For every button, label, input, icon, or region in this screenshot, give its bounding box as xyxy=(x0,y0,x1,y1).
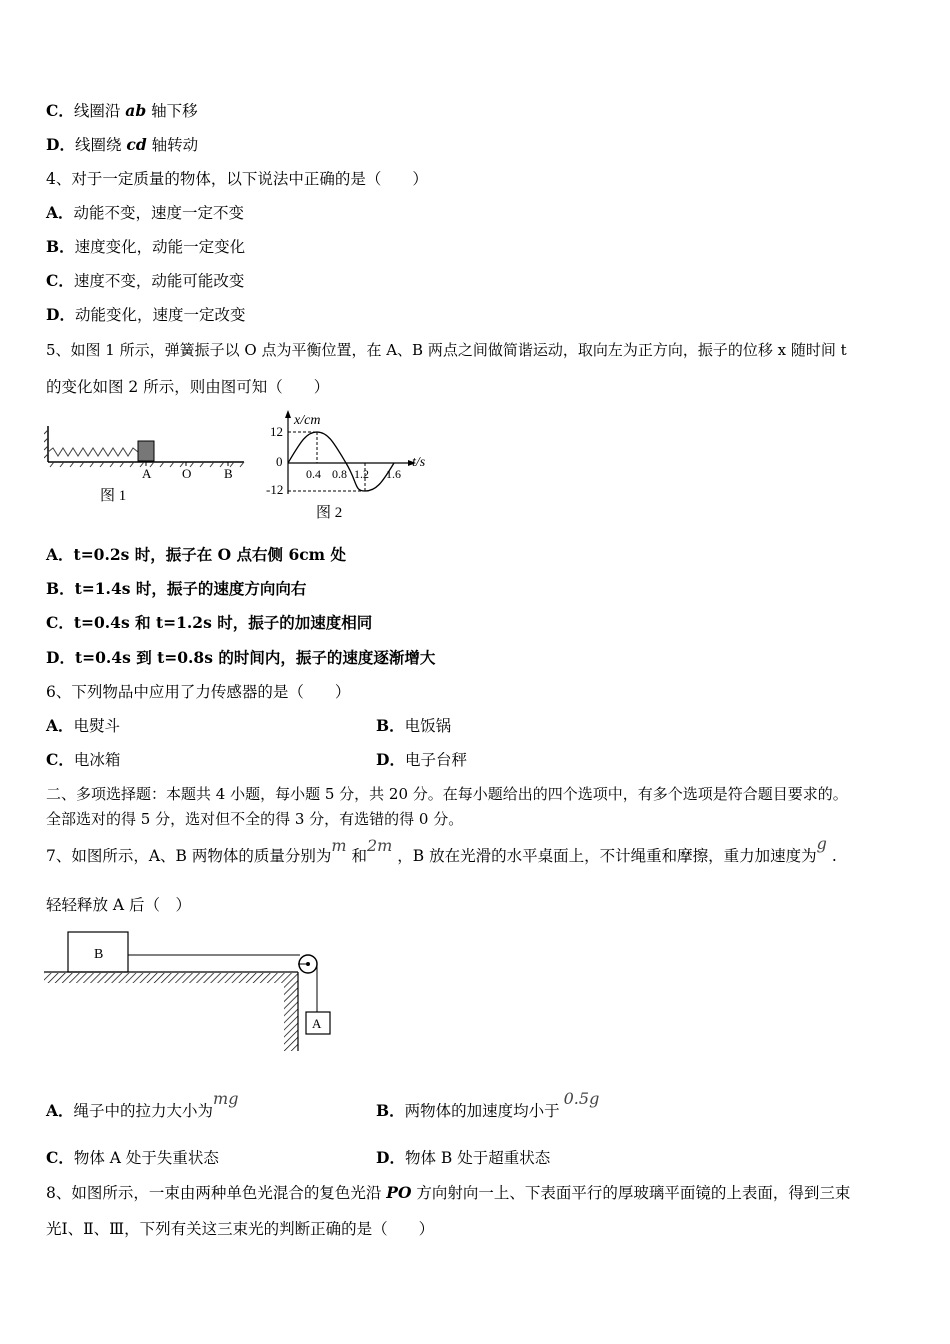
fig2-ytick-12: 12 xyxy=(270,424,283,439)
q3-option-c: C．线圈沿 ab 轴下移 xyxy=(46,101,198,120)
q5-stem-line1: 5、如图 1 所示，弹簧振子以 O 点为平衡位置，在 A、B 两点之间做简谐运动，取向左为正方向，振子的位移 x 随时间 t xyxy=(46,341,847,359)
fig2-xtick-0.4: 0.4 xyxy=(306,467,321,481)
fig2-origin: 0 xyxy=(276,454,283,469)
fig1-caption: 图 1 xyxy=(100,488,127,504)
q5-option-c: C．t=0.4s 和 t=1.2s 时，振子的加速度相同 xyxy=(46,613,373,632)
q4-option-c: C．速度不变，动能可能改变 xyxy=(46,271,245,290)
fig2-xtick-1.2: 1.2 xyxy=(354,467,369,481)
q4-option-d: D．动能变化，速度一定改变 xyxy=(46,305,246,324)
q6-option-b: B．电饭锅 xyxy=(376,716,452,735)
q5-option-b: B．t=1.4s 时，振子的速度方向向右 xyxy=(46,579,307,598)
q6-stem: 6、下列物品中应用了力传感器的是（ ） xyxy=(46,683,351,701)
fig1-label-b: B xyxy=(224,466,233,481)
q7-option-a: A．绳子中的拉力大小为mg xyxy=(46,1089,239,1120)
q5-option-d: D．t=0.4s 到 t=0.8s 的时间内，振子的速度逐渐增大 xyxy=(46,648,436,667)
section2-line1: 二、多项选择题：本题共 4 小题，每小题 5 分，共 20 分。在每小题给出的四个选项中，有多个选项是符合题目要求的。 xyxy=(46,785,848,803)
spring xyxy=(48,448,138,456)
q7-option-d: D．物体 B 处于超重状态 xyxy=(376,1148,551,1167)
q8-stem-line2: 光Ⅰ、Ⅱ、Ⅲ，下列有关这三束光的判断正确的是（ ） xyxy=(46,1220,435,1238)
q7-option-b: B．两物体的加速度均小于0.5g xyxy=(376,1089,600,1120)
q5-figure-2 xyxy=(262,408,442,523)
fig2-ytick-neg12: -12 xyxy=(266,482,284,497)
q7-figure xyxy=(44,930,344,1055)
q7-option-c: C．物体 A 处于失重状态 xyxy=(46,1148,219,1167)
q6-option-c: C．电冰箱 xyxy=(46,750,121,769)
q4-option-b: B．速度变化，动能一定变化 xyxy=(46,237,246,256)
fig1-label-o: O xyxy=(182,466,192,481)
fig2-x-label: t/s xyxy=(412,455,426,470)
q5-figure-1 xyxy=(44,422,254,507)
q5-stem-line2: 的变化如图 2 所示，则由图可知（ ） xyxy=(46,378,330,396)
q7-stem-line2: 轻轻释放 A 后（ ） xyxy=(46,896,192,914)
q3-option-d: D．线圈绕 cd 轴转动 xyxy=(46,135,199,154)
q8-stem-line1: 8、如图所示，一束由两种单色光混合的复色光沿 PO 方向射向一上、下表面平行的厚玻璃平面镜的上表面，得到三束 xyxy=(46,1183,851,1202)
fig2-xtick-1.6: 1.6 xyxy=(386,467,401,481)
oscillator-block xyxy=(138,441,154,461)
fig2-y-label: x/cm xyxy=(294,413,321,428)
q7-stem-line1: 7、如图所示，A、B 两物体的质量分别为m 和2m ，B 放在光滑的水平桌面上，不计绳重和摩擦，重力加速度为g . xyxy=(46,834,837,865)
q4-stem: 4、对于一定质量的物体，以下说法中正确的是（ ） xyxy=(46,170,428,188)
fig2-sine-curve xyxy=(288,432,394,491)
fig2-xtick-0.8: 0.8 xyxy=(332,467,347,481)
fig1-label-a: A xyxy=(142,466,152,481)
q5-option-a: A．t=0.2s 时，振子在 O 点右侧 6cm 处 xyxy=(46,545,346,564)
svg-text:B: B xyxy=(94,947,104,962)
table-hatch xyxy=(44,973,298,983)
q4-option-a: A．动能不变，速度一定不变 xyxy=(46,203,245,222)
fig2-caption: 图 2 xyxy=(316,505,343,521)
q6-option-d: D．电子台秤 xyxy=(376,750,467,769)
section2-line2: 全部选对的得 5 分，选对但不全的得 3 分，有选错的得 0 分。 xyxy=(46,810,464,828)
q6-option-a: A．电熨斗 xyxy=(46,716,121,735)
svg-text:A: A xyxy=(312,1016,322,1031)
